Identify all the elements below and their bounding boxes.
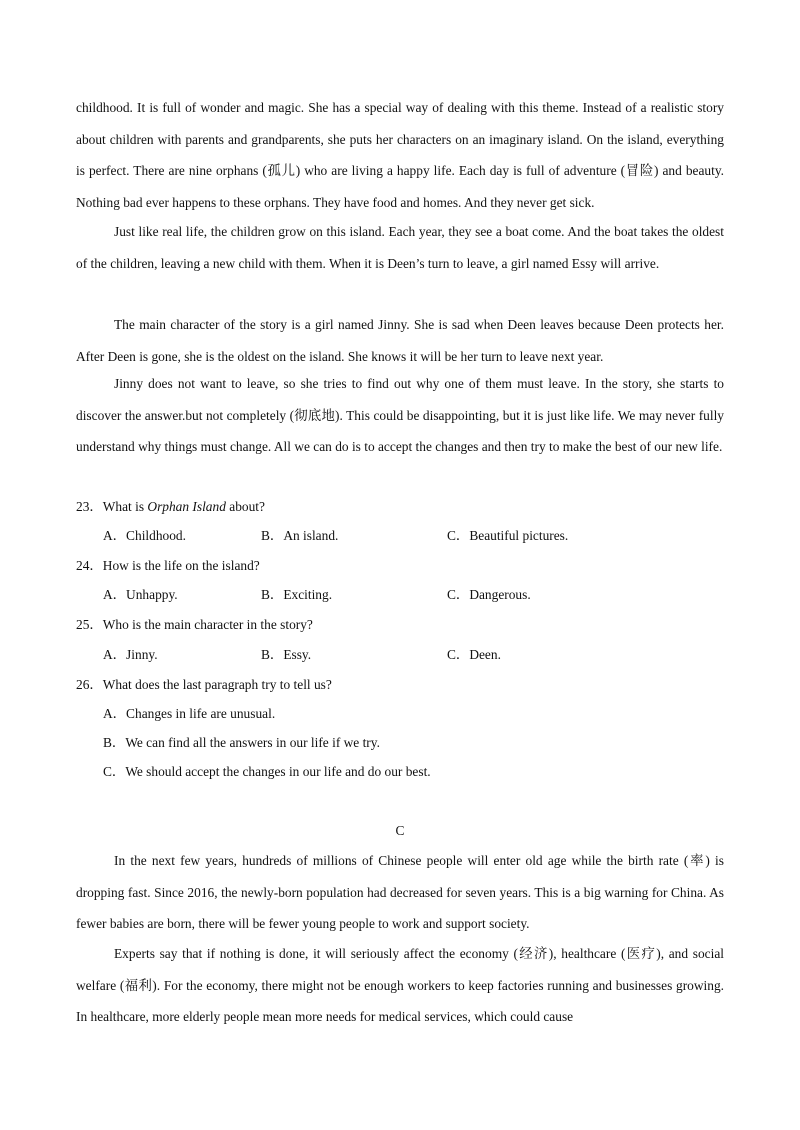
question-23-option-a[interactable]: A．Childhood. [103, 528, 186, 543]
question-25-option-b[interactable]: B．Essy. [261, 647, 312, 662]
passage-b-paragraph-3: The main character of the story is a girl named Jinny. She is sad when Deen leaves because Deen protects her. After Deen is gone, she is the oldest on the island. She knows it will be her turn to leave next year. [76, 317, 724, 364]
question-24-option-a[interactable]: A．Unhappy. [103, 587, 178, 602]
question-23-option-b[interactable]: B．An island. [261, 528, 339, 543]
question-25-option-a[interactable]: A．Jinny. [103, 647, 158, 662]
question-26-option-c[interactable]: C．We should accept the changes in our life and do our best. [103, 764, 431, 779]
passage-b-paragraph-1: childhood. It is full of wonder and magic. She has a special way of dealing with this theme. Instead of a realistic story about children with parents and grandparents, she puts her characters on an imaginary island. On the island, everything is perfect. There are nine orphans (孤儿) who are living a happy life. Each day is full of adventure (冒险) and beauty. Nothing bad ever happens to these orphans. They have food and homes. And they never get sick. [76, 100, 724, 210]
question-25-option-c[interactable]: C．Deen. [447, 647, 501, 662]
question-23-prefix: 23．What is [76, 499, 148, 514]
question-23-suffix: about? [225, 499, 265, 514]
question-23-title: Orphan Island [147, 499, 226, 514]
question-23 [76, 497, 265, 517]
passage-b-paragraph-2: Just like real life, the children grow on this island. Each year, they see a boat come. And the boat takes the oldest of the children, leaving a new child with them. When it is Deen’s turn to leave, a girl named Essy will arrive. [76, 224, 724, 271]
section-c-heading: C [395, 823, 405, 838]
question-26-option-b[interactable]: B．We can find all the answers in our life if we try. [103, 735, 380, 750]
section-c-paragraph-1: In the next few years, hundreds of millions of Chinese people will enter old age while the birth rate (率) is dropping fast. Since 2016, the newly-born population had decreased for seven years. This is a big warning for China. As fewer babies are born, there will be fewer young people to work and support society. [76, 853, 724, 931]
question-24-option-b[interactable]: B．Exciting. [261, 587, 333, 602]
passage-b-paragraph-4: Jinny does not want to leave, so she tries to find out why one of them must leave. In the story, she starts to discover the answer.but not completely (彻底地). This could be disappointing, but it is just like life. We may never fully understand why things must change. All we can do is to accept the changes and then try to make the best of our new life. [76, 376, 724, 454]
question-24-option-c[interactable]: C．Dangerous. [447, 587, 531, 602]
question-24: 24．How is the life on the island? [76, 558, 260, 573]
section-c-paragraph-2: Experts say that if nothing is done, it will seriously affect the economy (经济), healthcare (医疗), and social welfare (福利). For the economy, there might not be enough workers to keep factories running and businesses growing. In healthcare, more elderly people mean more needs for medical services, which could cause [76, 946, 724, 1024]
question-26: 26．What does the last paragraph try to tell us? [76, 677, 332, 692]
question-23-option-c[interactable]: C．Beautiful pictures. [447, 528, 569, 543]
question-25: 25．Who is the main character in the story? [76, 617, 313, 632]
question-26-option-a[interactable]: A．Changes in life are unusual. [103, 706, 276, 721]
